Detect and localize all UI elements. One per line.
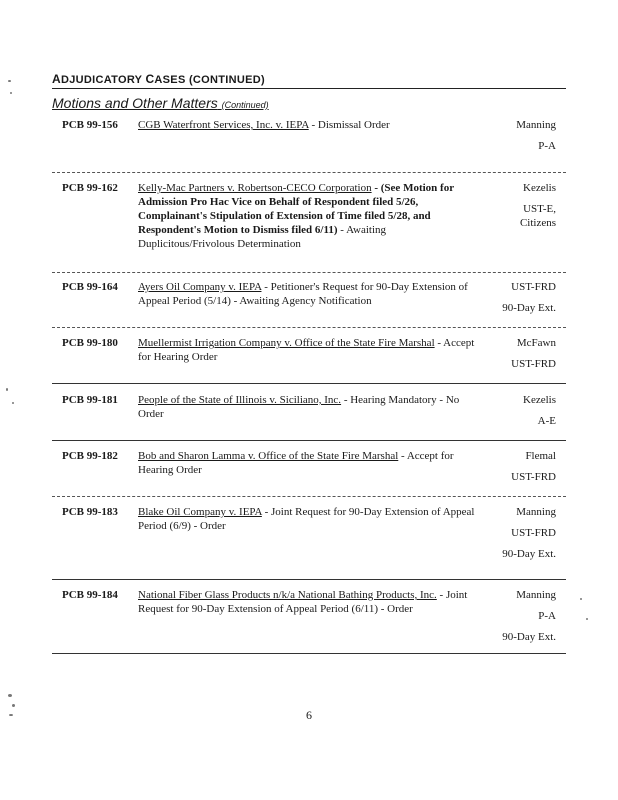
case-number: PCB 99-164 bbox=[62, 281, 118, 293]
scan-speck bbox=[8, 694, 12, 697]
scan-speck bbox=[12, 402, 14, 404]
case-assignment bbox=[466, 181, 556, 237]
case-number: PCB 99-180 bbox=[62, 337, 118, 349]
subsection-heading: Motions and Other Matters (Continued) bbox=[52, 95, 269, 111]
case-assignment bbox=[466, 118, 556, 160]
case-number: PCB 99-162 bbox=[62, 182, 118, 194]
case-assignment bbox=[466, 336, 556, 378]
case-type: A-E bbox=[537, 415, 556, 427]
case-separator bbox=[52, 653, 566, 654]
case-type: UST-E, bbox=[523, 203, 556, 215]
section-title: ADJUDICATORY CASES (CONTINUED) bbox=[52, 72, 265, 86]
case-description: People of the State of Illinois v. Siciliano, Inc. - Hearing Mandatory - No Order bbox=[138, 394, 460, 420]
case-assignment bbox=[466, 588, 556, 651]
case-description: Bob and Sharon Lamma v. Office of the State Fire Marshal - Accept for Hearing Order bbox=[138, 450, 454, 476]
case-separator bbox=[52, 272, 566, 273]
case-type: UST-FRD bbox=[511, 358, 556, 370]
board-member: Manning bbox=[516, 506, 556, 518]
case-title: Ayers Oil Company v. IEPA bbox=[138, 281, 262, 293]
case-type: Citizens bbox=[519, 217, 556, 229]
case-type: 90-Day Ext. bbox=[502, 548, 556, 560]
case-type: 90-Day Ext. bbox=[502, 302, 556, 314]
case-number: PCB 99-181 bbox=[62, 394, 118, 406]
scan-speck bbox=[6, 388, 8, 391]
case-description: Ayers Oil Company v. IEPA - Petitioner's Request for 90-Day Extension of Appeal Period (5/14) - Awaiting Agency Notification bbox=[138, 281, 468, 307]
case-description: CGB Waterfront Services, Inc. v. IEPA - Dismissal Order bbox=[138, 119, 390, 131]
header-rule bbox=[52, 88, 566, 89]
case-separator bbox=[52, 496, 566, 497]
scan-speck bbox=[9, 714, 13, 716]
case-title: CGB Waterfront Services, Inc. v. IEPA bbox=[138, 119, 309, 131]
case-type: P-A bbox=[538, 140, 556, 152]
case-separator bbox=[52, 383, 566, 384]
case-type: P-A bbox=[538, 610, 556, 622]
case-number: PCB 99-156 bbox=[62, 119, 118, 131]
scan-speck bbox=[10, 92, 12, 94]
scan-speck bbox=[580, 598, 582, 600]
case-description: Muellermist Irrigation Company v. Office of the State Fire Marshal - Accept for Hearing Order bbox=[138, 337, 475, 363]
case-title: Kelly-Mac Partners v. Robertson-CECO Corporation bbox=[138, 182, 372, 194]
case-description: National Fiber Glass Products n/k/a National Bathing Products, Inc. - Joint Request for 90-Day Extension of Appeal Period (6/11) - Order bbox=[138, 589, 468, 615]
case-title: National Fiber Glass Products n/k/a National Bathing Products, Inc. bbox=[138, 589, 437, 601]
page-number: 6 bbox=[306, 708, 312, 722]
board-member: Flemal bbox=[525, 450, 556, 462]
case-title: Bob and Sharon Lamma v. Office of the State Fire Marshal bbox=[138, 450, 399, 462]
scan-speck bbox=[12, 704, 15, 707]
board-member: Manning bbox=[516, 119, 556, 131]
case-assignment bbox=[466, 393, 556, 435]
case-description: Kelly-Mac Partners v. Robertson-CECO Corporation - (See Motion for Admission Pro Hac Vice on Behalf of Respondent filed 5/26, Complainant's Stipulation of Extension of Time filed 5/28, and Respondent's Motion to Dismiss filed 6/11) - Awaiting Duplicitous/Frivolous Determination bbox=[138, 182, 454, 250]
case-number: PCB 99-184 bbox=[62, 589, 118, 601]
case-type: UST-FRD bbox=[511, 471, 556, 483]
case-separator bbox=[52, 327, 566, 328]
case-number: PCB 99-182 bbox=[62, 450, 118, 462]
case-number: PCB 99-183 bbox=[62, 506, 118, 518]
case-type: 90-Day Ext. bbox=[502, 631, 556, 643]
case-assignment bbox=[466, 449, 556, 491]
board-member: Kezelis bbox=[523, 182, 556, 194]
case-separator bbox=[52, 172, 566, 173]
board-member: Manning bbox=[516, 589, 556, 601]
case-assignment bbox=[466, 280, 556, 322]
case-type: UST-FRD bbox=[511, 527, 556, 539]
scan-speck bbox=[8, 80, 11, 82]
case-title: Blake Oil Company v. IEPA bbox=[138, 506, 262, 518]
case-description: Blake Oil Company v. IEPA - Joint Request for 90-Day Extension of Appeal Period (6/9) - Order bbox=[138, 506, 475, 532]
scan-speck bbox=[586, 618, 588, 620]
case-type: UST-FRD bbox=[511, 281, 556, 293]
case-separator bbox=[52, 440, 566, 441]
board-member: McFawn bbox=[516, 337, 556, 349]
board-member: Kezelis bbox=[523, 394, 556, 406]
case-title: Muellermist Irrigation Company v. Office of the State Fire Marshal bbox=[138, 337, 435, 349]
case-title: People of the State of Illinois v. Siciliano, Inc. bbox=[138, 394, 342, 406]
case-assignment bbox=[466, 505, 556, 568]
case-separator bbox=[52, 579, 566, 580]
